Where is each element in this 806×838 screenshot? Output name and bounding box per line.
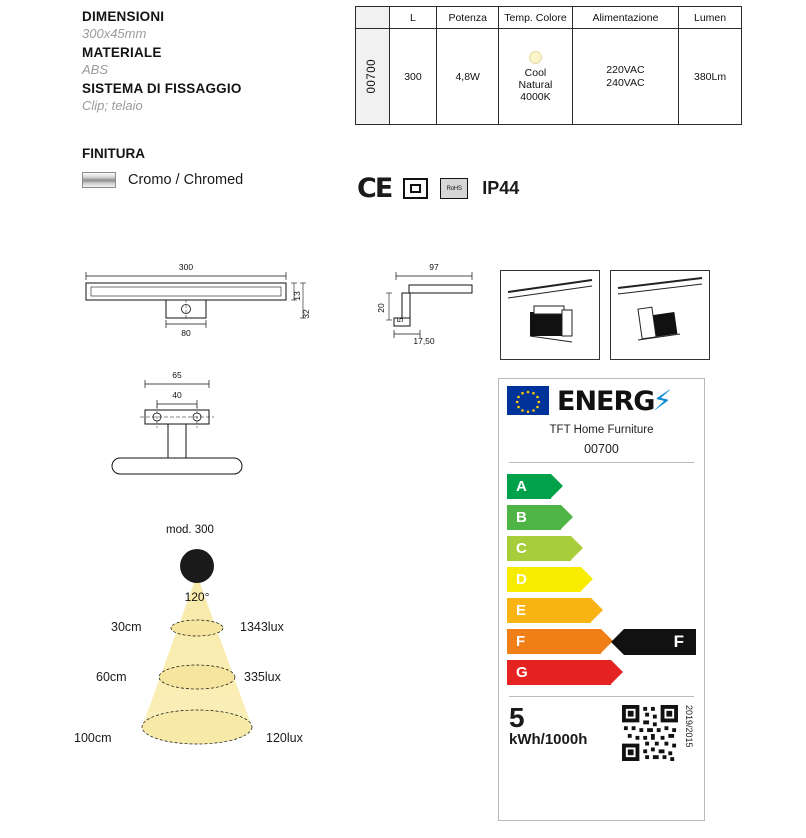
energy-class-row-e xyxy=(499,595,704,626)
eu-flag-icon xyxy=(507,386,549,415)
svg-text:40: 40 xyxy=(172,390,182,400)
table-header-row xyxy=(356,7,742,29)
energy-class-row-c xyxy=(499,533,704,564)
product-code: 00700 xyxy=(366,59,379,94)
table-header-l: L xyxy=(389,7,437,29)
table-header-code xyxy=(356,7,390,29)
chrome-swatch-icon xyxy=(82,172,116,188)
svg-text:20: 20 xyxy=(376,303,386,313)
energy-class-scale xyxy=(499,463,704,688)
energy-consumption-unit: kWh/1000h xyxy=(509,731,588,748)
energy-consumption-value: 5 xyxy=(509,702,525,733)
spec-value-materiale: ABS xyxy=(82,62,109,77)
energy-wordmark: ENERG⚡ xyxy=(557,383,672,417)
rohs-icon: RoHS xyxy=(440,178,468,199)
certifications-row xyxy=(357,175,519,202)
energy-consumption-block xyxy=(499,697,704,761)
drawing-top-view xyxy=(88,368,318,498)
energy-class-row-a xyxy=(499,471,704,502)
energy-label-header xyxy=(499,379,704,418)
mounting-icon-box-2 xyxy=(610,270,710,360)
spec-label-fissaggio: SISTEMA DI FISSAGGIO xyxy=(82,81,242,96)
energy-label xyxy=(498,378,705,821)
svg-text:17,50: 17,50 xyxy=(413,336,435,346)
spec-label-materiale: MATERIALE xyxy=(82,45,162,60)
energy-class-row-b xyxy=(499,502,704,533)
energy-class-d: D xyxy=(516,571,527,588)
table-cell-potenza: 4,8W xyxy=(437,29,499,125)
beam-diagram xyxy=(60,515,390,795)
energy-regulation: 2019/2015 xyxy=(684,705,694,748)
energy-class-g: G xyxy=(516,664,528,681)
table-cell-temp xyxy=(499,29,573,125)
energy-rated-class-arrow: F xyxy=(624,629,696,655)
beam-lux-1: 1343lux xyxy=(240,620,284,634)
svg-text:120°: 120° xyxy=(184,590,210,604)
table-header-temp: Temp. Colore xyxy=(499,7,573,29)
energy-class-row-d xyxy=(499,564,704,595)
svg-text:13: 13 xyxy=(292,291,302,301)
table-header-alimentazione: Alimentazione xyxy=(572,7,678,29)
class-ii-icon xyxy=(403,178,428,199)
ip-rating: IP44 xyxy=(482,178,520,198)
color-temperature-dot-icon xyxy=(529,51,542,64)
table-cell-lumen: 380Lm xyxy=(679,29,742,125)
svg-text:97: 97 xyxy=(429,262,439,272)
svg-text:80: 80 xyxy=(181,328,191,338)
energy-class-c: C xyxy=(516,540,527,557)
beam-lux-2: 335lux xyxy=(244,670,281,684)
finish-title: FINITURA xyxy=(82,146,145,161)
svg-text:300: 300 xyxy=(178,262,194,272)
spec-value-fissaggio: Clip; telaio xyxy=(82,98,143,113)
spec-label-dimensioni: DIMENSIONI xyxy=(82,9,165,24)
table-cell-l: 300 xyxy=(389,29,437,125)
energy-model: 00700 xyxy=(584,442,619,456)
qr-code-icon xyxy=(622,705,678,761)
beam-distance-3: 100cm xyxy=(74,731,112,745)
mounting-icon-box-1 xyxy=(500,270,600,360)
beam-distance-2: 60cm xyxy=(96,670,127,684)
ce-mark-icon: CE xyxy=(357,173,392,204)
table-cell-code xyxy=(356,29,390,125)
finish-row xyxy=(82,172,243,188)
energy-class-row-g xyxy=(499,657,704,688)
beam-lux-3: 120lux xyxy=(266,731,303,745)
energy-brand: TFT Home Furniture xyxy=(549,424,654,436)
table-header-lumen: Lumen xyxy=(679,7,742,29)
svg-text:32: 32 xyxy=(301,309,311,319)
table-row xyxy=(356,29,742,125)
spec-value-dimensioni: 300x45mm xyxy=(82,26,147,41)
table-cell-temp-text: Cool Natural 4000K xyxy=(518,66,553,103)
lightning-bolt-icon: ⚡ xyxy=(652,383,672,417)
energy-class-row-f xyxy=(499,626,704,657)
energy-class-f: F xyxy=(516,633,526,650)
table-header-potenza: Potenza xyxy=(437,7,499,29)
beam-distance-1: 30cm xyxy=(111,620,142,634)
drawing-side-view xyxy=(372,258,492,368)
specs-table xyxy=(355,6,742,125)
beam-model-label: mod. 300 xyxy=(166,524,214,536)
svg-text:65: 65 xyxy=(172,370,182,380)
energy-class-a: A xyxy=(516,478,527,495)
specifications-block xyxy=(82,8,342,116)
table-cell-alimentazione: 220VAC 240VAC xyxy=(572,29,678,125)
energy-class-e: E xyxy=(516,602,527,619)
finish-name: Cromo / Chromed xyxy=(128,172,244,188)
drawing-front-view xyxy=(68,258,328,368)
energy-class-b: B xyxy=(516,509,527,526)
svg-text:5: 5 xyxy=(395,317,405,323)
